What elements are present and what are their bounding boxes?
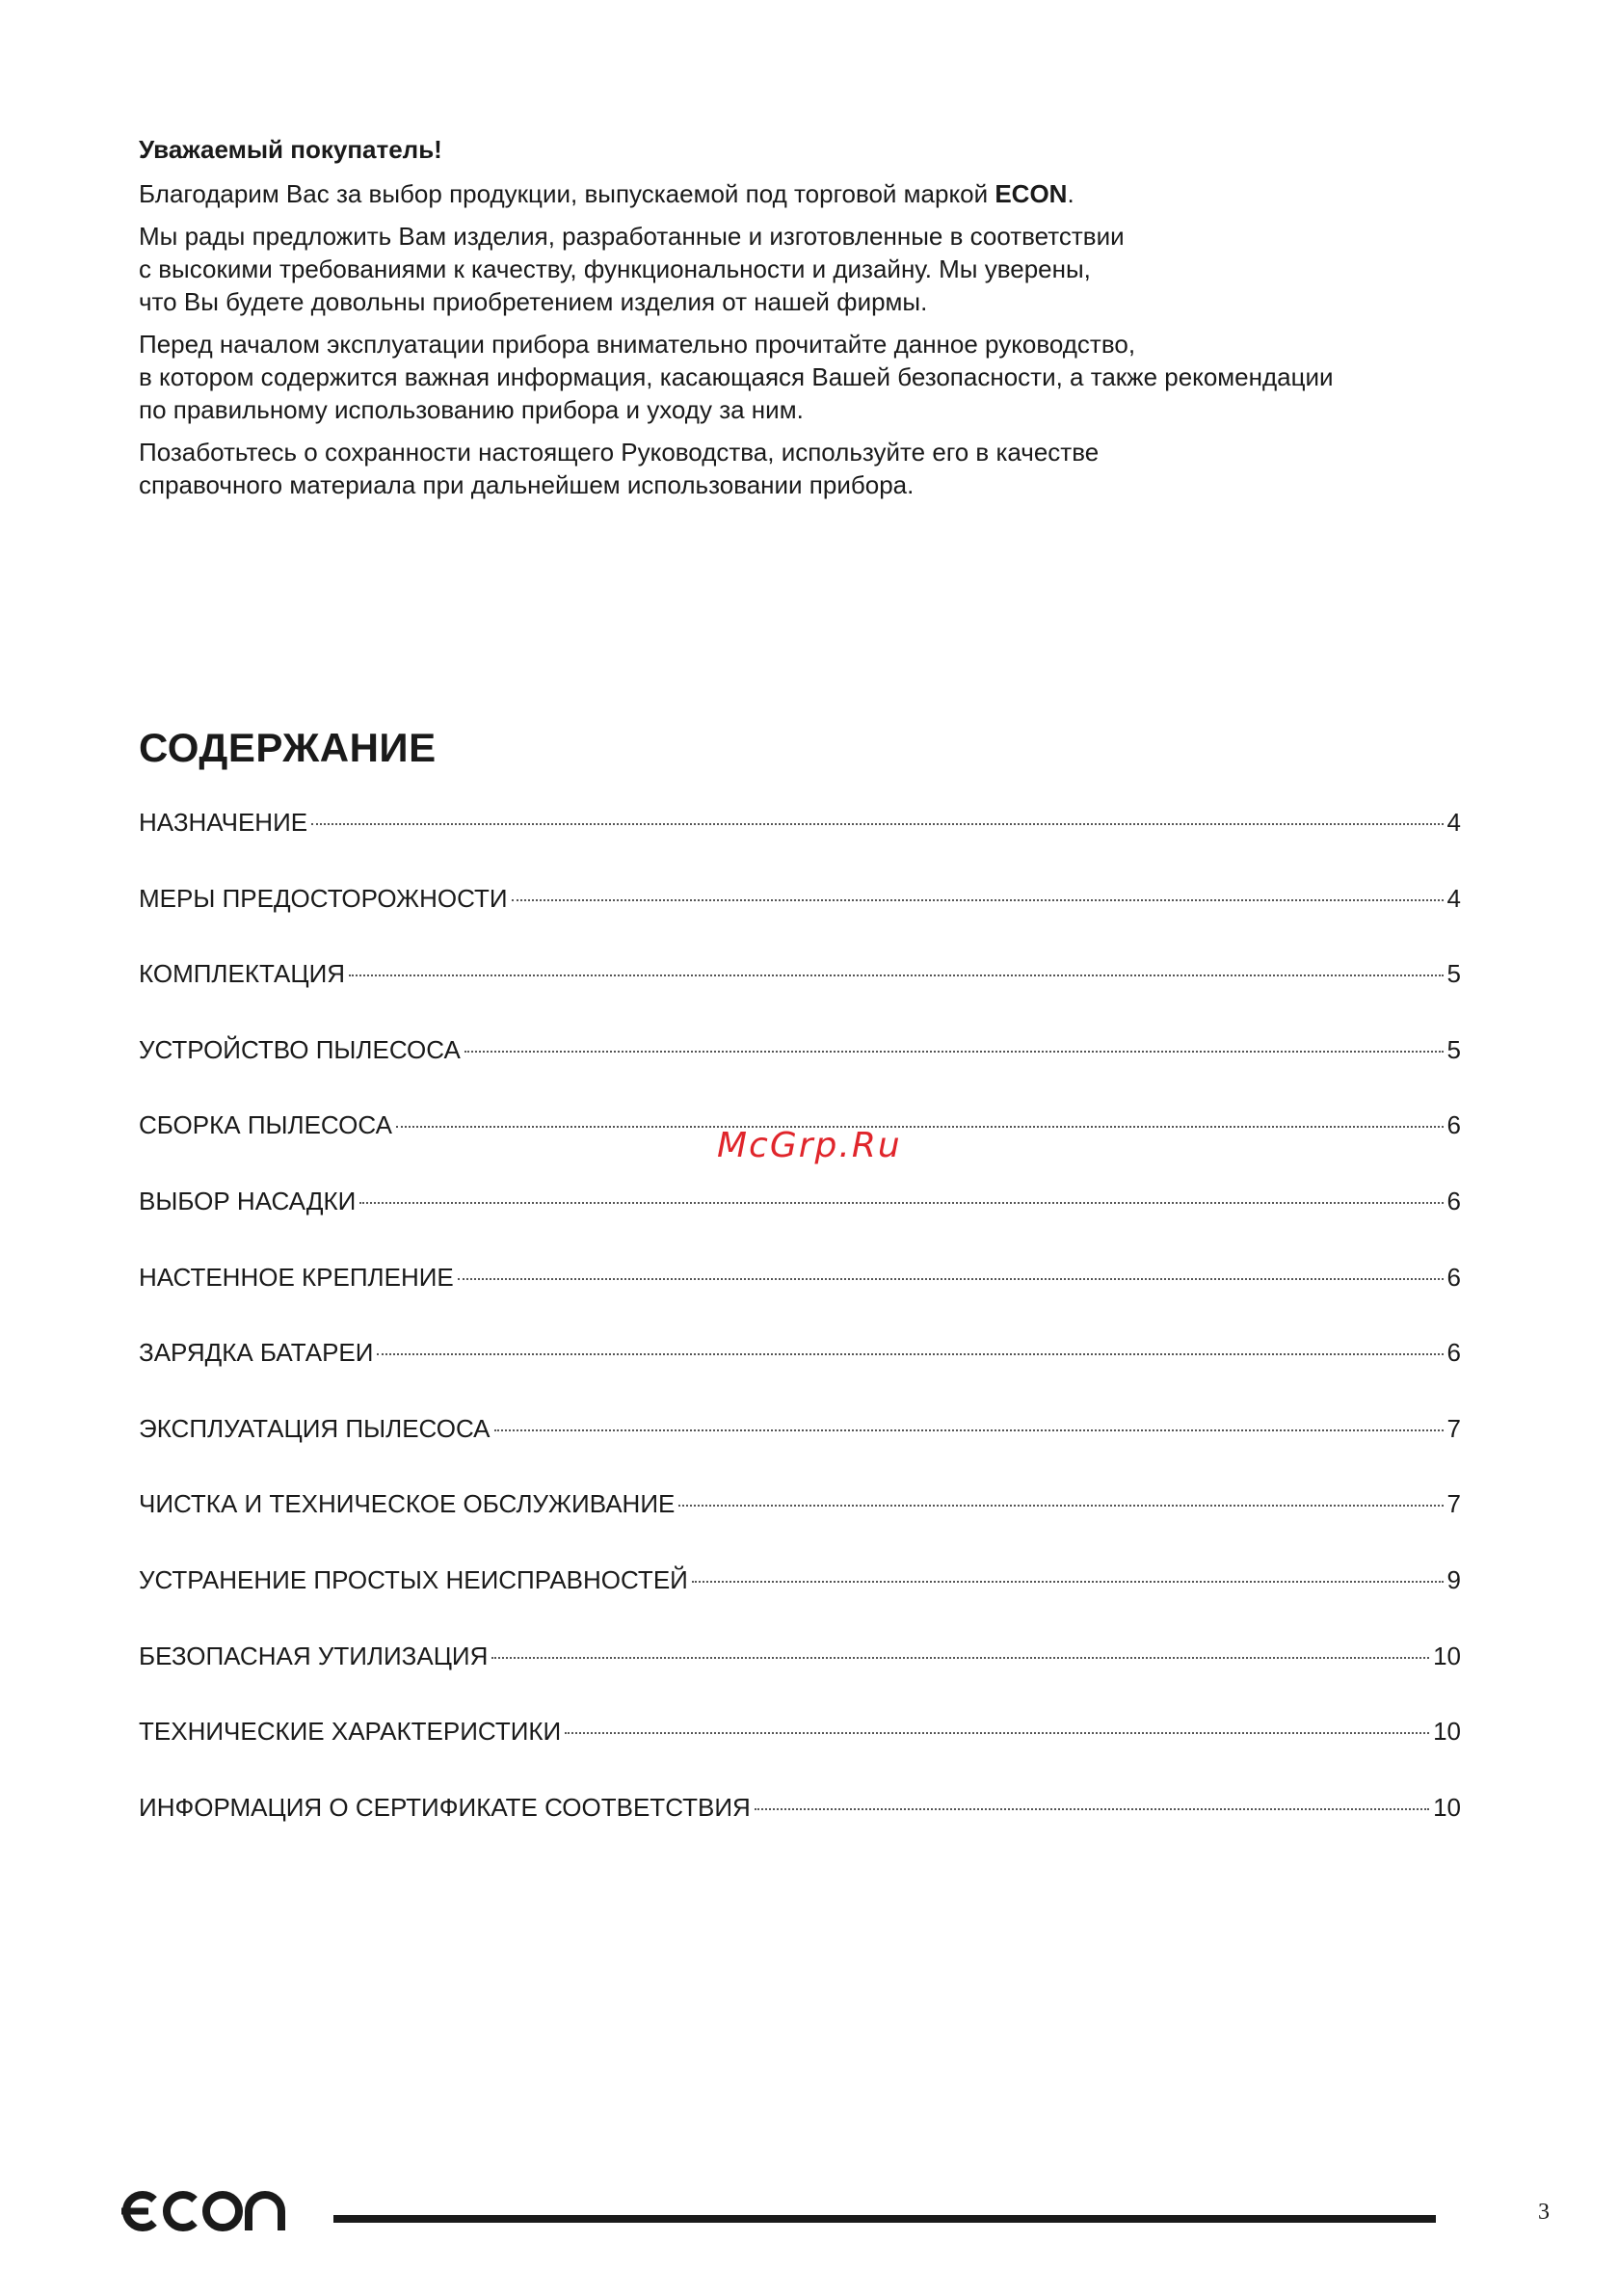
intro-paragraph-3 xyxy=(139,328,1507,426)
toc-item-page: 4 xyxy=(1446,883,1461,913)
toc-item[interactable] xyxy=(139,808,1461,884)
toc-leader-dots xyxy=(359,1202,1443,1204)
toc-item-page: 10 xyxy=(1433,1641,1461,1670)
intro-line: справочного материала при дальнейшем использовании прибора. xyxy=(139,470,915,499)
toc-item[interactable] xyxy=(139,1263,1461,1339)
toc-item-label: УСТРОЙСТВО ПЫЛЕСОСА xyxy=(139,1034,461,1064)
intro-line: Перед началом эксплуатации прибора внимательно прочитайте данное руководство, xyxy=(139,330,1136,359)
toc-leader-dots xyxy=(458,1278,1444,1280)
intro-line: в котором содержится важная информация, касающаяся Вашей безопасности, а также рекомендации xyxy=(139,362,1334,391)
toc-item-label: МЕРЫ ПРЕДОСТОРОЖНОСТИ xyxy=(139,883,508,913)
toc-leader-dots xyxy=(755,1808,1429,1810)
toc-item-page: 7 xyxy=(1446,1413,1461,1443)
econ-logo xyxy=(116,2182,289,2240)
toc-item-label: НАСТЕННОЕ КРЕПЛЕНИЕ xyxy=(139,1262,454,1292)
toc-item-page: 9 xyxy=(1446,1564,1461,1594)
toc-item[interactable] xyxy=(139,1338,1461,1414)
toc-item-label: ВЫБОР НАСАДКИ xyxy=(139,1186,357,1215)
toc-item-label: ТЕХНИЧЕСКИЕ ХАРАКТЕРИСТИКИ xyxy=(139,1717,562,1747)
toc-item-label: ИНФОРМАЦИЯ О СЕРТИФИКАТЕ СООТВЕТСТВИЯ xyxy=(139,1792,751,1822)
toc-item-page: 4 xyxy=(1446,808,1461,837)
thanks-suffix: . xyxy=(1067,179,1074,208)
toc-item-page: 6 xyxy=(1446,1110,1461,1140)
intro-line: с высокими требованиями к качеству, функциональности и дизайну. Мы уверены, xyxy=(139,254,1091,283)
toc-leader-dots xyxy=(692,1581,1444,1583)
toc-item[interactable] xyxy=(139,959,1461,1035)
intro-line: Мы рады предложить Вам изделия, разработанные и изготовленные в соответствии xyxy=(139,222,1125,251)
toc-item-page: 6 xyxy=(1446,1186,1461,1215)
toc-item[interactable] xyxy=(139,1565,1461,1642)
watermark: McGrp.Ru xyxy=(717,1126,902,1165)
toc-item-label: СБОРКА ПЫЛЕСОСА xyxy=(139,1110,392,1140)
footer-rule xyxy=(333,2215,1436,2223)
toc-item[interactable] xyxy=(139,884,1461,960)
toc-item[interactable] xyxy=(139,1793,1461,1869)
intro-line: что Вы будете довольны приобретением изделия от нашей фирмы. xyxy=(139,287,928,316)
brand-name: ECON xyxy=(995,179,1068,208)
thanks-paragraph xyxy=(139,177,1507,210)
toc-item-label: КОМПЛЕКТАЦИЯ xyxy=(139,959,346,989)
toc-item-page: 7 xyxy=(1446,1489,1461,1519)
toc-item-label: ЗАРЯДКА БАТАРЕИ xyxy=(139,1338,374,1368)
table-of-contents xyxy=(139,808,1461,1868)
page-number: 3 xyxy=(1538,2200,1550,2225)
toc-item-label: ЧИСТКА И ТЕХНИЧЕСКОЕ ОБСЛУЖИВАНИЕ xyxy=(139,1489,676,1519)
toc-item-page: 10 xyxy=(1433,1717,1461,1747)
toc-item-label: НАЗНАЧЕНИЕ xyxy=(139,808,308,837)
toc-item-page: 5 xyxy=(1446,1034,1461,1064)
toc-item-label: УСТРАНЕНИЕ ПРОСТЫХ НЕИСПРАВНОСТЕЙ xyxy=(139,1564,688,1594)
toc-leader-dots xyxy=(464,1051,1444,1053)
toc-leader-dots xyxy=(512,899,1444,901)
toc-leader-dots xyxy=(494,1429,1444,1431)
intro-paragraph-4 xyxy=(139,436,1507,501)
toc-item-page: 6 xyxy=(1446,1338,1461,1368)
intro-section xyxy=(139,133,1507,511)
toc-item[interactable] xyxy=(139,1414,1461,1490)
toc-title: СОДЕРЖАНИЕ xyxy=(139,725,437,770)
intro-paragraph-2 xyxy=(139,220,1507,318)
toc-leader-dots xyxy=(377,1353,1443,1355)
greeting: Уважаемый покупатель! xyxy=(139,135,442,164)
toc-item-label: БЕЗОПАСНАЯ УТИЛИЗАЦИЯ xyxy=(139,1641,489,1670)
intro-line: Позаботьтесь о сохранности настоящего Руководства, используйте его в качестве xyxy=(139,438,1100,467)
toc-leader-dots xyxy=(565,1732,1429,1734)
toc-item[interactable] xyxy=(139,1035,1461,1111)
toc-item[interactable] xyxy=(139,1187,1461,1263)
toc-item[interactable] xyxy=(139,1642,1461,1718)
toc-item-label: ЭКСПЛУАТАЦИЯ ПЫЛЕСОСА xyxy=(139,1413,491,1443)
toc-item[interactable] xyxy=(139,1489,1461,1565)
toc-leader-dots xyxy=(349,974,1444,976)
toc-item-page: 10 xyxy=(1433,1792,1461,1822)
toc-leader-dots xyxy=(491,1657,1429,1659)
toc-item[interactable] xyxy=(139,1717,1461,1793)
toc-item-page: 6 xyxy=(1446,1262,1461,1292)
toc-leader-dots xyxy=(396,1126,1444,1128)
intro-line: по правильному использованию прибора и уходу за ним. xyxy=(139,395,804,424)
thanks-text: Благодарим Вас за выбор продукции, выпускаемой под торговой маркой xyxy=(139,179,995,208)
toc-item-page: 5 xyxy=(1446,959,1461,989)
toc-leader-dots xyxy=(678,1505,1443,1507)
toc-leader-dots xyxy=(311,823,1443,825)
